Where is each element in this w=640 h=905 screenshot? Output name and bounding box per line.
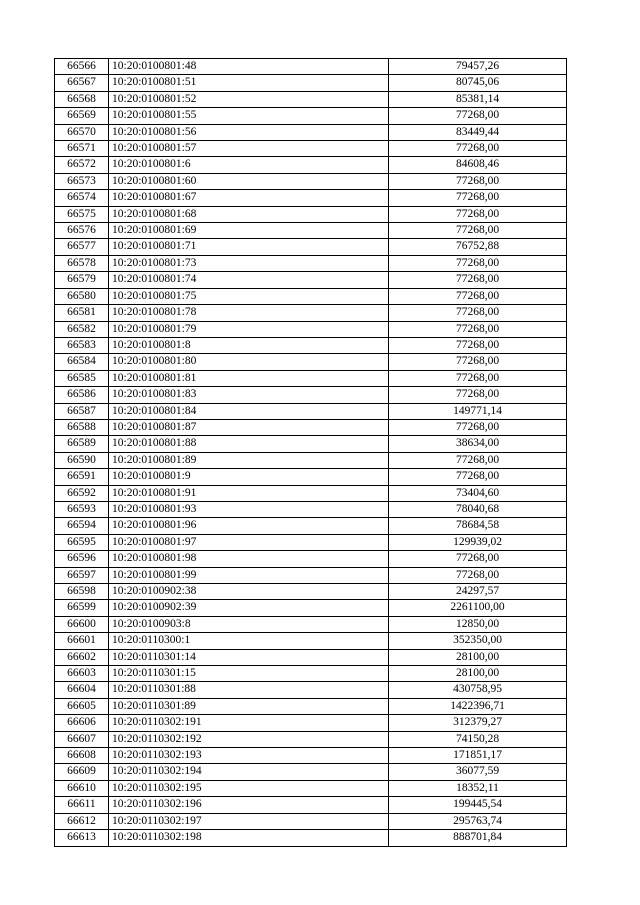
row-number-cell: 66608 xyxy=(55,748,109,764)
row-number-cell: 66611 xyxy=(55,797,109,813)
value-cell: 74150,28 xyxy=(389,731,567,747)
cadastral-number-cell: 10:20:0100801:52 xyxy=(109,91,389,107)
cadastral-number-cell: 10:20:0100801:57 xyxy=(109,141,389,157)
table-row xyxy=(55,272,567,288)
row-number-cell: 66578 xyxy=(55,255,109,271)
value-cell: 24297,57 xyxy=(389,584,567,600)
table-row xyxy=(55,305,567,321)
cadastral-number-cell: 10:20:0100801:73 xyxy=(109,255,389,271)
cadastral-number-cell: 10:20:0100902:38 xyxy=(109,584,389,600)
value-cell: 199445,54 xyxy=(389,797,567,813)
table-row xyxy=(55,403,567,419)
cadastral-number-cell: 10:20:0110302:191 xyxy=(109,715,389,731)
row-number-cell: 66582 xyxy=(55,321,109,337)
cadastral-number-cell: 10:20:0110300:1 xyxy=(109,633,389,649)
table-row xyxy=(55,354,567,370)
table-row xyxy=(55,419,567,435)
value-cell: 77268,00 xyxy=(389,272,567,288)
value-cell: 76752,88 xyxy=(389,239,567,255)
cadastral-number-cell: 10:20:0100801:67 xyxy=(109,190,389,206)
row-number-cell: 66591 xyxy=(55,469,109,485)
table-row xyxy=(55,731,567,747)
cadastral-number-cell: 10:20:0110302:198 xyxy=(109,830,389,846)
row-number-cell: 66594 xyxy=(55,518,109,534)
table-row xyxy=(55,764,567,780)
value-cell: 77268,00 xyxy=(389,255,567,271)
value-cell: 77268,00 xyxy=(389,190,567,206)
value-cell: 352350,00 xyxy=(389,633,567,649)
value-cell: 77268,00 xyxy=(389,469,567,485)
row-number-cell: 66609 xyxy=(55,764,109,780)
table-row xyxy=(55,190,567,206)
table-row xyxy=(55,223,567,239)
table-row xyxy=(55,108,567,124)
table-row xyxy=(55,124,567,140)
value-cell: 77268,00 xyxy=(389,567,567,583)
cadastral-number-cell: 10:20:0100801:99 xyxy=(109,567,389,583)
table-row xyxy=(55,780,567,796)
row-number-cell: 66592 xyxy=(55,485,109,501)
cadastral-number-cell: 10:20:0100801:68 xyxy=(109,206,389,222)
row-number-cell: 66600 xyxy=(55,616,109,632)
row-number-cell: 66598 xyxy=(55,584,109,600)
cadastral-number-cell: 10:20:0100801:56 xyxy=(109,124,389,140)
value-cell: 28100,00 xyxy=(389,666,567,682)
value-cell: 77268,00 xyxy=(389,108,567,124)
table-row xyxy=(55,469,567,485)
row-number-cell: 66580 xyxy=(55,288,109,304)
table-row xyxy=(55,436,567,452)
value-cell: 888701,84 xyxy=(389,830,567,846)
row-number-cell: 66595 xyxy=(55,534,109,550)
cadastral-number-cell: 10:20:0100801:83 xyxy=(109,387,389,403)
cadastral-number-cell: 10:20:0100801:88 xyxy=(109,436,389,452)
row-number-cell: 66588 xyxy=(55,419,109,435)
row-number-cell: 66613 xyxy=(55,830,109,846)
value-cell: 73404,60 xyxy=(389,485,567,501)
cadastral-number-cell: 10:20:0100801:48 xyxy=(109,59,389,75)
table-row xyxy=(55,239,567,255)
row-number-cell: 66603 xyxy=(55,666,109,682)
table-row xyxy=(55,370,567,386)
value-cell: 77268,00 xyxy=(389,370,567,386)
cadastral-number-cell: 10:20:0100801:84 xyxy=(109,403,389,419)
cadastral-number-cell: 10:20:0110301:14 xyxy=(109,649,389,665)
cadastral-number-cell: 10:20:0110302:192 xyxy=(109,731,389,747)
cadastral-number-cell: 10:20:0100801:51 xyxy=(109,75,389,91)
value-cell: 83449,44 xyxy=(389,124,567,140)
table-row xyxy=(55,518,567,534)
value-cell: 1422396,71 xyxy=(389,698,567,714)
row-number-cell: 66576 xyxy=(55,223,109,239)
row-number-cell: 66566 xyxy=(55,59,109,75)
row-number-cell: 66568 xyxy=(55,91,109,107)
table-row xyxy=(55,715,567,731)
row-number-cell: 66585 xyxy=(55,370,109,386)
table-row xyxy=(55,337,567,353)
value-cell: 77268,00 xyxy=(389,354,567,370)
row-number-cell: 66572 xyxy=(55,157,109,173)
cadastral-number-cell: 10:20:0100902:39 xyxy=(109,600,389,616)
table-row xyxy=(55,600,567,616)
table-row xyxy=(55,748,567,764)
cadastral-number-cell: 10:20:0100801:69 xyxy=(109,223,389,239)
value-cell: 149771,14 xyxy=(389,403,567,419)
row-number-cell: 66587 xyxy=(55,403,109,419)
cadastral-value-table xyxy=(54,58,567,847)
table-row xyxy=(55,387,567,403)
value-cell: 85381,14 xyxy=(389,91,567,107)
value-cell: 129939,02 xyxy=(389,534,567,550)
row-number-cell: 66601 xyxy=(55,633,109,649)
row-number-cell: 66581 xyxy=(55,305,109,321)
cadastral-number-cell: 10:20:0110301:89 xyxy=(109,698,389,714)
cadastral-number-cell: 10:20:0100801:91 xyxy=(109,485,389,501)
row-number-cell: 66583 xyxy=(55,337,109,353)
table-row xyxy=(55,206,567,222)
table-row xyxy=(55,698,567,714)
row-number-cell: 66584 xyxy=(55,354,109,370)
table-row xyxy=(55,649,567,665)
value-cell: 77268,00 xyxy=(389,288,567,304)
value-cell: 78684,58 xyxy=(389,518,567,534)
cadastral-number-cell: 10:20:0100903:8 xyxy=(109,616,389,632)
row-number-cell: 66590 xyxy=(55,452,109,468)
cadastral-number-cell: 10:20:0110302:194 xyxy=(109,764,389,780)
table-row xyxy=(55,321,567,337)
table-row xyxy=(55,75,567,91)
value-cell: 77268,00 xyxy=(389,387,567,403)
row-number-cell: 66596 xyxy=(55,551,109,567)
row-number-cell: 66573 xyxy=(55,173,109,189)
value-cell: 77268,00 xyxy=(389,452,567,468)
cadastral-number-cell: 10:20:0100801:80 xyxy=(109,354,389,370)
value-cell: 77268,00 xyxy=(389,419,567,435)
row-number-cell: 66574 xyxy=(55,190,109,206)
row-number-cell: 66599 xyxy=(55,600,109,616)
value-cell: 77268,00 xyxy=(389,337,567,353)
cadastral-number-cell: 10:20:0100801:6 xyxy=(109,157,389,173)
table-row xyxy=(55,551,567,567)
cadastral-number-cell: 10:20:0110302:197 xyxy=(109,813,389,829)
cadastral-number-cell: 10:20:0100801:96 xyxy=(109,518,389,534)
value-cell: 80745,06 xyxy=(389,75,567,91)
value-cell: 77268,00 xyxy=(389,141,567,157)
value-cell: 77268,00 xyxy=(389,223,567,239)
cadastral-number-cell: 10:20:0100801:9 xyxy=(109,469,389,485)
cadastral-number-cell: 10:20:0100801:81 xyxy=(109,370,389,386)
cadastral-number-cell: 10:20:0110301:15 xyxy=(109,666,389,682)
value-cell: 79457,26 xyxy=(389,59,567,75)
row-number-cell: 66597 xyxy=(55,567,109,583)
table-row xyxy=(55,567,567,583)
cadastral-number-cell: 10:20:0100801:87 xyxy=(109,419,389,435)
value-cell: 77268,00 xyxy=(389,173,567,189)
cadastral-number-cell: 10:20:0100801:60 xyxy=(109,173,389,189)
value-cell: 28100,00 xyxy=(389,649,567,665)
table-body xyxy=(55,59,567,847)
table-row xyxy=(55,255,567,271)
cadastral-number-cell: 10:20:0100801:8 xyxy=(109,337,389,353)
cadastral-number-cell: 10:20:0110302:193 xyxy=(109,748,389,764)
value-cell: 171851,17 xyxy=(389,748,567,764)
table-row xyxy=(55,534,567,550)
table-row xyxy=(55,616,567,632)
table-row xyxy=(55,797,567,813)
row-number-cell: 66575 xyxy=(55,206,109,222)
table-row xyxy=(55,485,567,501)
row-number-cell: 66605 xyxy=(55,698,109,714)
cadastral-number-cell: 10:20:0100801:55 xyxy=(109,108,389,124)
cadastral-number-cell: 10:20:0100801:79 xyxy=(109,321,389,337)
table-row xyxy=(55,666,567,682)
table-row xyxy=(55,813,567,829)
table-row xyxy=(55,830,567,846)
value-cell: 78040,68 xyxy=(389,501,567,517)
row-number-cell: 66579 xyxy=(55,272,109,288)
table-row xyxy=(55,141,567,157)
row-number-cell: 66593 xyxy=(55,501,109,517)
cadastral-number-cell: 10:20:0110302:196 xyxy=(109,797,389,813)
table-row xyxy=(55,501,567,517)
value-cell: 77268,00 xyxy=(389,551,567,567)
value-cell: 12850,00 xyxy=(389,616,567,632)
cadastral-number-cell: 10:20:0100801:75 xyxy=(109,288,389,304)
row-number-cell: 66612 xyxy=(55,813,109,829)
row-number-cell: 66607 xyxy=(55,731,109,747)
value-cell: 430758,95 xyxy=(389,682,567,698)
table-row xyxy=(55,157,567,173)
cadastral-number-cell: 10:20:0100801:78 xyxy=(109,305,389,321)
value-cell: 77268,00 xyxy=(389,321,567,337)
cadastral-number-cell: 10:20:0100801:71 xyxy=(109,239,389,255)
cadastral-number-cell: 10:20:0110301:88 xyxy=(109,682,389,698)
value-cell: 84608,46 xyxy=(389,157,567,173)
value-cell: 38634,00 xyxy=(389,436,567,452)
cadastral-number-cell: 10:20:0100801:74 xyxy=(109,272,389,288)
table-row xyxy=(55,633,567,649)
row-number-cell: 66577 xyxy=(55,239,109,255)
table-row xyxy=(55,584,567,600)
cadastral-number-cell: 10:20:0100801:98 xyxy=(109,551,389,567)
value-cell: 2261100,00 xyxy=(389,600,567,616)
value-cell: 36077,59 xyxy=(389,764,567,780)
table-row xyxy=(55,288,567,304)
row-number-cell: 66606 xyxy=(55,715,109,731)
cadastral-number-cell: 10:20:0100801:89 xyxy=(109,452,389,468)
table-row xyxy=(55,682,567,698)
cadastral-number-cell: 10:20:0110302:195 xyxy=(109,780,389,796)
row-number-cell: 66602 xyxy=(55,649,109,665)
value-cell: 18352,11 xyxy=(389,780,567,796)
cadastral-number-cell: 10:20:0100801:93 xyxy=(109,501,389,517)
row-number-cell: 66589 xyxy=(55,436,109,452)
row-number-cell: 66570 xyxy=(55,124,109,140)
cadastral-number-cell: 10:20:0100801:97 xyxy=(109,534,389,550)
row-number-cell: 66604 xyxy=(55,682,109,698)
value-cell: 77268,00 xyxy=(389,206,567,222)
value-cell: 295763,74 xyxy=(389,813,567,829)
table-row xyxy=(55,173,567,189)
row-number-cell: 66610 xyxy=(55,780,109,796)
value-cell: 77268,00 xyxy=(389,305,567,321)
row-number-cell: 66571 xyxy=(55,141,109,157)
row-number-cell: 66586 xyxy=(55,387,109,403)
value-cell: 312379,27 xyxy=(389,715,567,731)
table-row xyxy=(55,59,567,75)
row-number-cell: 66567 xyxy=(55,75,109,91)
row-number-cell: 66569 xyxy=(55,108,109,124)
table-row xyxy=(55,91,567,107)
table-row xyxy=(55,452,567,468)
